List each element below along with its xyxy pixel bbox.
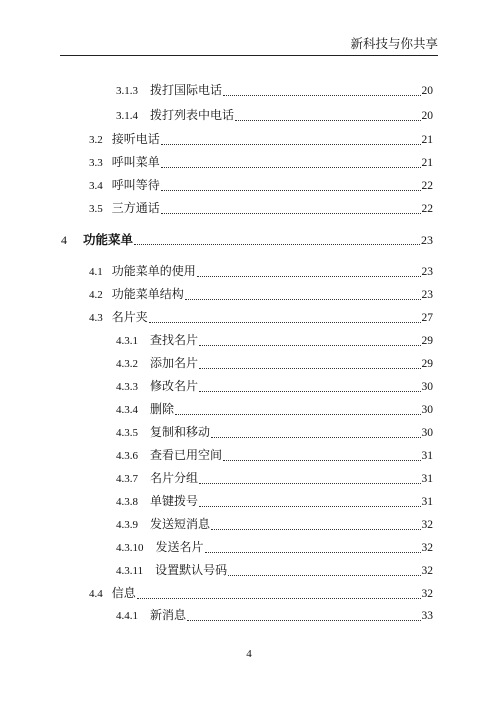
toc-entry-number: 4.3.7: [116, 473, 138, 485]
page-number: 4: [246, 648, 252, 660]
toc-entry-number: 4.3.9: [116, 519, 138, 531]
toc-entry-number: 4.3.2: [116, 358, 138, 370]
toc-entry-page: 29: [421, 358, 433, 370]
toc-entry-page: 30: [421, 381, 433, 393]
toc-entry-page: 27: [421, 312, 433, 324]
toc-entry[interactable]: [116, 492, 433, 510]
toc-entry[interactable]: [116, 446, 433, 464]
toc-entry[interactable]: [89, 130, 433, 148]
toc-entry[interactable]: [116, 606, 433, 624]
toc-entry-page: 23: [421, 289, 433, 301]
toc-entry-number: 4.4.1: [116, 610, 138, 622]
toc-entry-title: 新消息: [150, 608, 187, 622]
toc-entry-page: 31: [421, 473, 433, 485]
toc-entry-number: 4.3.4: [116, 404, 138, 416]
toc-entry-title: 接听电话: [111, 132, 160, 146]
toc-dot-leader: [185, 299, 421, 300]
toc-entry[interactable]: [116, 515, 433, 533]
toc-dot-leader: [228, 575, 420, 576]
toc-entry-title: 添加名片: [150, 356, 199, 370]
toc-entry-number: 4.3.8: [116, 496, 138, 508]
toc-entry[interactable]: [116, 538, 433, 556]
toc-entry-number: 4.3.11: [116, 565, 144, 577]
toc-entry-number: 4.3: [89, 312, 103, 324]
toc-entry-number: 3.5: [89, 203, 103, 215]
toc-entry-number: 3.2: [89, 134, 103, 146]
toc-entry-page: 30: [421, 427, 433, 439]
toc-entry[interactable]: [89, 199, 433, 217]
toc-entry[interactable]: [116, 400, 433, 418]
toc-entry-title: 删除: [150, 402, 175, 416]
toc-dot-leader: [149, 322, 421, 323]
toc-entry-number: 4.3.5: [116, 427, 138, 439]
toc-entry-page: 30: [421, 404, 433, 416]
toc-entry-title: 功能菜单的使用: [111, 264, 196, 278]
toc-entry-page: 21: [421, 134, 433, 146]
toc-entry-number: 4: [61, 233, 67, 247]
toc-entry-page: 20: [421, 85, 433, 97]
toc-entry-number: 4.3.1: [116, 335, 138, 347]
toc-entry-title: 单键拨号: [150, 494, 199, 508]
toc-entry-number: 4.2: [89, 289, 103, 301]
toc-dot-leader: [137, 598, 421, 599]
toc-entry[interactable]: [116, 81, 433, 99]
toc-dot-leader: [161, 144, 421, 145]
toc-dot-leader: [199, 483, 420, 484]
toc-entry-page: 32: [421, 542, 433, 554]
toc-dot-leader: [134, 244, 420, 245]
toc-entry[interactable]: [89, 285, 433, 303]
toc-entry-title: 查看已用空间: [150, 448, 223, 462]
toc-entry-title: 呼叫等待: [111, 178, 160, 192]
toc-entry-page: 32: [421, 565, 433, 577]
toc-entry[interactable]: [116, 377, 433, 395]
toc-entry[interactable]: [116, 423, 433, 441]
toc-entry-title: 设置默认号码: [155, 563, 228, 577]
toc-entry-page: 21: [421, 157, 433, 169]
toc-dot-leader: [187, 620, 420, 621]
toc-entry-title: 名片夹: [111, 310, 148, 324]
toc-dot-leader: [161, 190, 421, 191]
toc-entry-title: 呼叫菜单: [111, 155, 160, 169]
toc-entry-page: 20: [421, 110, 433, 122]
toc-dot-leader: [161, 167, 421, 168]
toc-entry-number: 4.3.10: [116, 542, 144, 554]
toc-entry-page: 32: [421, 588, 433, 600]
toc-entry-number: 3.3: [89, 157, 103, 169]
toc-entry[interactable]: [116, 469, 433, 487]
toc-entry[interactable]: [116, 106, 433, 124]
toc-entry-title: 功能菜单: [83, 232, 134, 247]
toc-entry[interactable]: [61, 230, 433, 248]
toc-entry[interactable]: [116, 331, 433, 349]
toc-entry-page: 32: [421, 519, 433, 531]
toc-entry-title: 名片分组: [150, 471, 199, 485]
toc-entry[interactable]: [116, 561, 433, 579]
toc-dot-leader: [199, 506, 420, 507]
toc-entry-title: 发送名片: [155, 540, 204, 554]
toc-entry-page: 31: [421, 496, 433, 508]
toc-entry-number: 4.3.3: [116, 381, 138, 393]
toc-entry-number: 3.4: [89, 180, 103, 192]
toc-dot-leader: [199, 391, 420, 392]
toc-entry-page: 23: [421, 266, 433, 278]
toc-entry-title: 功能菜单结构: [111, 287, 184, 301]
toc-dot-leader: [223, 460, 420, 461]
toc-entry-page: 29: [421, 335, 433, 347]
toc-dot-leader: [197, 276, 421, 277]
toc-entry[interactable]: [116, 354, 433, 372]
toc-entry-number: 4.1: [89, 266, 103, 278]
toc-entry-page: 23: [421, 233, 433, 247]
toc-entry-title: 查找名片: [150, 333, 199, 347]
toc-entry-number: 3.1.3: [116, 85, 138, 97]
toc-entry-page: 31: [421, 450, 433, 462]
toc-entry[interactable]: [89, 176, 433, 194]
toc-entry[interactable]: [89, 308, 433, 326]
toc-dot-leader: [235, 120, 420, 121]
toc-entry-page: 33: [421, 610, 433, 622]
toc-entry-page: 22: [421, 180, 433, 192]
toc-entry[interactable]: [89, 262, 433, 280]
toc-entry-number: 4.3.6: [116, 450, 138, 462]
toc-entry-title: 拨打国际电话: [150, 83, 223, 97]
toc-dot-leader: [205, 552, 421, 553]
toc-entry-title: 信息: [111, 586, 136, 600]
toc-entry-title: 发送短消息: [150, 517, 211, 531]
toc-dot-leader: [199, 345, 420, 346]
toc-entry-title: 拨打列表中电话: [150, 108, 235, 122]
toc-dot-leader: [211, 529, 420, 530]
toc-entry[interactable]: [89, 584, 433, 602]
toc-entry-page: 22: [421, 203, 433, 215]
toc-entry-number: 4.4: [89, 588, 103, 600]
toc-dot-leader: [223, 95, 420, 96]
toc-dot-leader: [175, 414, 420, 415]
page-header-text: 新科技与你共享: [350, 36, 438, 51]
toc-dot-leader: [199, 368, 420, 369]
toc-dot-leader: [211, 437, 420, 438]
toc-dot-leader: [161, 213, 421, 214]
toc-entry-number: 3.1.4: [116, 110, 138, 122]
toc-entry-title: 三方通话: [111, 201, 160, 215]
toc-entry-title: 复制和移动: [150, 425, 211, 439]
toc-entry[interactable]: [89, 153, 433, 171]
toc-entry-title: 修改名片: [150, 379, 199, 393]
